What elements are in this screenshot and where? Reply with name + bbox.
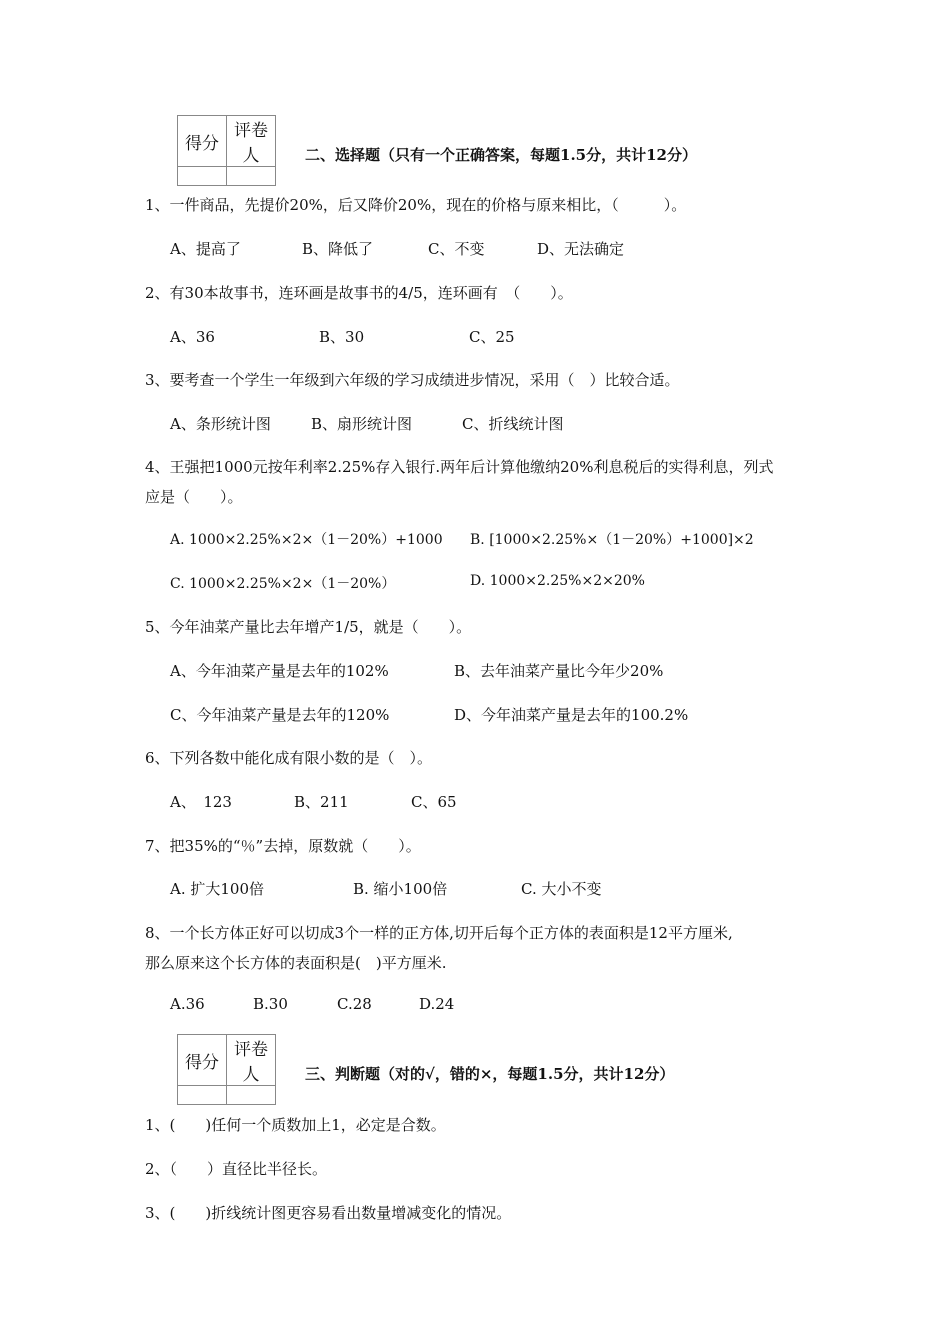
score-box-section2 bbox=[177, 115, 276, 186]
q1-option-b: B、降低了 bbox=[302, 240, 374, 258]
q1-option-a: A、提高了 bbox=[170, 240, 241, 258]
judgment-item-3: 3、( )折线统计图更容易看出数量增减变化的情况。 bbox=[145, 1204, 512, 1222]
q5-option-c: C、今年油菜产量是去年的120% bbox=[170, 706, 390, 724]
q8-option-b: B.30 bbox=[253, 995, 288, 1013]
q2-option-a: A、36 bbox=[170, 328, 215, 346]
question-4-line-2: 应是（ ）。 bbox=[145, 488, 243, 506]
section3-title: 三、判断题（对的√，错的×，每题1.5分，共计12分） bbox=[305, 1065, 675, 1083]
q6-option-b: B、211 bbox=[294, 793, 349, 811]
grader-label: 评卷人 bbox=[227, 116, 276, 167]
q5-option-b: B、去年油菜产量比今年少20% bbox=[454, 662, 664, 680]
question-2: 2、有30本故事书，连环画是故事书的4/5，连环画有 （ ）。 bbox=[145, 284, 573, 302]
q4-option-c: C. 1000×2.25%×2×（1－20%） bbox=[170, 576, 396, 592]
section2-title: 二、选择题（只有一个正确答案，每题1.5分，共计12分） bbox=[305, 146, 697, 164]
q4-option-d: D. 1000×2.25%×2×20% bbox=[470, 573, 645, 589]
question-8-line-2: 那么原来这个长方体的表面积是( )平方厘米. bbox=[145, 954, 447, 972]
question-3: 3、要考查一个学生一年级到六年级的学习成绩进步情况，采用（ ）比较合适。 bbox=[145, 371, 680, 389]
question-5: 5、今年油菜产量比去年增产1/5，就是（ ）。 bbox=[145, 618, 472, 636]
judgment-item-2: 2、（ ）直径比半径长。 bbox=[145, 1160, 328, 1178]
q3-option-a: A、条形统计图 bbox=[170, 415, 271, 433]
q6-option-a: A、 123 bbox=[170, 793, 232, 811]
q8-option-c: C.28 bbox=[337, 995, 372, 1013]
q3-option-b: B、扇形统计图 bbox=[311, 415, 413, 433]
q6-option-c: C、65 bbox=[411, 793, 457, 811]
question-8-line-1: 8、一个长方体正好可以切成3个一样的正方体,切开后每个正方体的表面积是12平方厘米, bbox=[145, 924, 733, 942]
grader-label: 评卷人 bbox=[227, 1035, 276, 1086]
grader-cell[interactable] bbox=[227, 167, 276, 186]
q1-option-c: C、不变 bbox=[428, 240, 485, 258]
grader-cell[interactable] bbox=[227, 1086, 276, 1105]
judgment-item-1: 1、( )任何一个质数加上1，必定是合数。 bbox=[145, 1116, 446, 1134]
question-7: 7、把35%的“％”去掉，原数就（ ）。 bbox=[145, 837, 421, 855]
q3-option-c: C、折线统计图 bbox=[462, 415, 564, 433]
q4-option-a: A. 1000×2.25%×2×（1－20%）+1000 bbox=[170, 532, 443, 548]
score-box-section3 bbox=[177, 1034, 276, 1105]
q5-option-d: D、今年油菜产量是去年的100.2% bbox=[454, 706, 689, 724]
q8-option-a: A.36 bbox=[170, 995, 205, 1013]
question-6: 6、下列各数中能化成有限小数的是（ ）。 bbox=[145, 749, 433, 767]
q2-option-c: C、25 bbox=[469, 328, 515, 346]
q4-option-b: B. [1000×2.25%×（1－20%）+1000]×2 bbox=[470, 532, 754, 548]
score-cell[interactable] bbox=[178, 1086, 227, 1105]
q5-option-a: A、今年油菜产量是去年的102% bbox=[170, 662, 389, 680]
q7-option-c: C. 大小不变 bbox=[521, 880, 602, 898]
q7-option-a: A. 扩大100倍 bbox=[170, 880, 264, 898]
q8-option-d: D.24 bbox=[419, 995, 455, 1013]
question-4-line-1: 4、王强把1000元按年利率2.25%存入银行.两年后计算他缴纳20%利息税后的实得利息，列式 bbox=[145, 458, 774, 476]
q7-option-b: B. 缩小100倍 bbox=[353, 880, 448, 898]
q2-option-b: B、30 bbox=[319, 328, 365, 346]
q1-option-d: D、无法确定 bbox=[537, 240, 625, 258]
score-label: 得分 bbox=[178, 1035, 227, 1086]
score-label: 得分 bbox=[178, 116, 227, 167]
score-cell[interactable] bbox=[178, 167, 227, 186]
question-1: 1、一件商品，先提价20%，后又降价20%，现在的价格与原来相比，（ ）。 bbox=[145, 196, 687, 214]
